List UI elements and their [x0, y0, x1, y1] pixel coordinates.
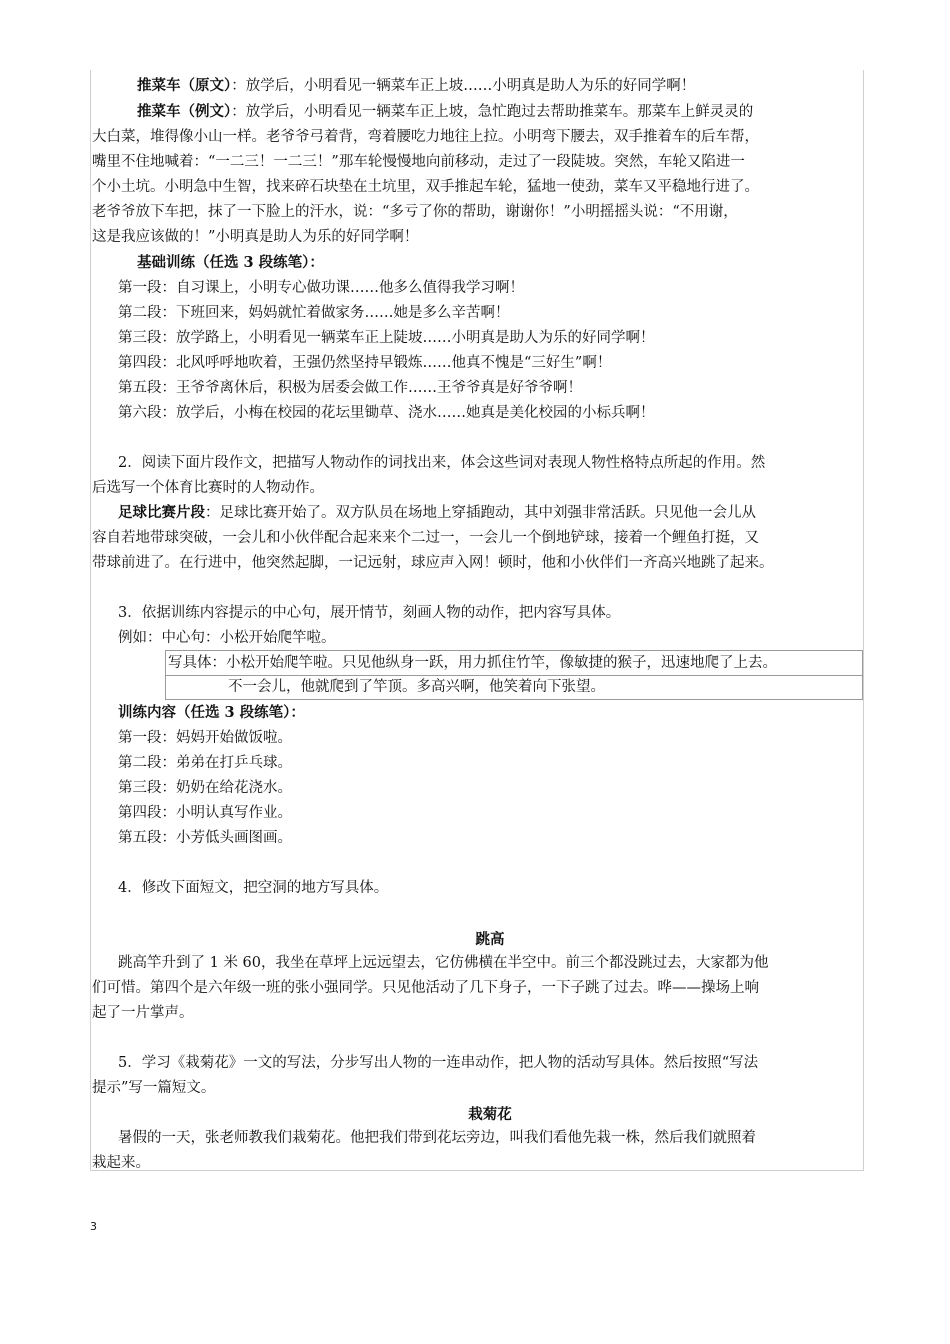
q2-line-2: 后选写一个体育比赛时的人物动作。: [92, 480, 324, 496]
example-box-line-1: 写具体：小松开始爬竿啦。只见他纵身一跃，用力抓住竹竿，像敏捷的猴子，迅速地爬了上去。: [168, 655, 777, 671]
list-item: 第四段：小明认真写作业。: [118, 805, 292, 821]
q3-line-1: 3．依据训练内容提示的中心句，展开情节，刻画人物的动作，把内容写具体。: [118, 605, 621, 621]
chrysanthemum-line-2: 栽起来。: [92, 1155, 150, 1171]
list-item: 第一段：自习课上，小明专心做功课……他多么值得我学习啊！: [118, 280, 524, 296]
q2-line-1: 2．阅读下面片段作文，把描写人物动作的词找出来，体会这些词对表现人物性格特点所起的作用。然: [118, 455, 766, 471]
football-label: 足球比赛片段: [118, 504, 205, 521]
list-item: 第五段：小芳低头画图画。: [118, 830, 292, 846]
high-jump-line-1: 跳高竿升到了 1 米 60，我坐在草坪上远远望去，它仿佛横在半空中。前三个都没跳过去，大家都为他: [118, 955, 769, 971]
example-line-6: 这是我应该做的！”小明真是助人为乐的好同学啊！: [92, 229, 419, 245]
training-content-title: 训练内容（任选 3 段练笔）：: [118, 704, 305, 721]
high-jump-line-3: 起了一片掌声。: [92, 1005, 194, 1021]
example-box-line-2: 不一会儿，他就爬到了竿顶。多高兴啊，他笑着向下张望。: [228, 679, 605, 695]
basic-training-title: 基础训练（任选 3 段练笔）：: [137, 254, 324, 271]
list-item: 第二段：下班回来，妈妈就忙着做家务……她是多么辛苦啊！: [118, 305, 510, 321]
q3-line-2: 例如：中心句：小松开始爬竿啦。: [118, 630, 336, 646]
box-divider: [166, 675, 862, 676]
orig-label: 推菜车（原文）: [137, 77, 232, 94]
orig-text: ：放学后，小明看见一辆菜车正上坡……小明真是助人为乐的好同学啊！: [231, 78, 696, 94]
list-item: 第三段：放学路上，小明看见一辆菜车正上陡坡……小明真是助人为乐的好同学啊！: [118, 330, 655, 346]
orig-line: [137, 76, 695, 96]
list-item: 第六段：放学后，小梅在校园的花坛里锄草、浇水……她真是美化校园的小标兵啊！: [118, 405, 655, 421]
example-line-1: 推菜车（例文）：放学后，小明看见一辆菜车正上坡，急忙跑过去帮助推菜车。那菜车上鲜灵灵的: [137, 103, 754, 120]
example-label: 推菜车（例文）: [137, 103, 232, 120]
list-item: 第四段：北风呼呼地吹着，王强仍然坚持早锻炼……他真不愧是“三好生”啊！: [118, 355, 612, 371]
list-item: 第二段：弟弟在打乒乓球。: [118, 755, 292, 771]
list-item: 第三段：奶奶在给花浇水。: [118, 780, 292, 796]
q4-line-1: 4．修改下面短文，把空洞的地方写具体。: [118, 880, 389, 896]
football-line-1: 足球比赛片段：足球比赛开始了。双方队员在场地上穿插跑动，其中刘强非常活跃。只见他一会儿从: [118, 504, 756, 521]
page-number: 3: [90, 1220, 97, 1233]
article-title-high-jump: 跳高: [475, 931, 505, 948]
football-line-2: 容自若地带球突破，一会儿和小伙伴配合起来来个二过一，一会儿一个倒地铲球，接着一个鲤鱼打挺，又: [92, 530, 759, 546]
example-line-3: 嘴里不住地喊着：“一二三！一二三！”那车轮慢慢地向前移动，走过了一段陡坡。突然，车轮又陷进一: [92, 154, 745, 170]
football-line-3: 带球前进了。在行进中，他突然起脚，一记远射，球应声入网！顿时，他和小伙伴们一齐高兴地跳了起来。: [92, 555, 774, 571]
example-line-5: 老爷爷放下车把，抹了一下脸上的汗水，说：“多亏了你的帮助，谢谢你！”小明摇摇头说：“不用谢，: [92, 204, 738, 220]
example-line-2: 大白菜，堆得像小山一样。老爷爷弓着背，弯着腰吃力地往上拉。小明弯下腰去，双手推着车的后车帮，: [92, 129, 759, 145]
q5-line-1: 5．学习《栽菊花》一文的写法，分步写出人物的一连串动作，把人物的活动写具体。然后按照“写法: [118, 1055, 759, 1071]
high-jump-line-2: 们可惜。第四个是六年级一班的张小强同学。只见他活动了几下身子，一下子跳了过去。哗——操场上响: [92, 980, 759, 996]
example-line-4: 个小土坑。小明急中生智，找来碎石块垫在土坑里，双手推起车轮，猛地一使劲，菜车又平稳地行进了。: [92, 179, 759, 195]
q5-line-2: 提示”写一篇短文。: [92, 1080, 216, 1096]
chrysanthemum-line-1: 暑假的一天，张老师教我们栽菊花。他把我们带到花坛旁边，叫我们看他先栽一株，然后我们就照着: [118, 1130, 756, 1146]
list-item: 第五段：王爷爷离休后，积极为居委会做工作……王爷爷真是好爷爷啊！: [118, 380, 582, 396]
article-title-chrysanthemum: 栽菊花: [468, 1106, 512, 1123]
list-item: 第一段：妈妈开始做饭啦。: [118, 730, 292, 746]
